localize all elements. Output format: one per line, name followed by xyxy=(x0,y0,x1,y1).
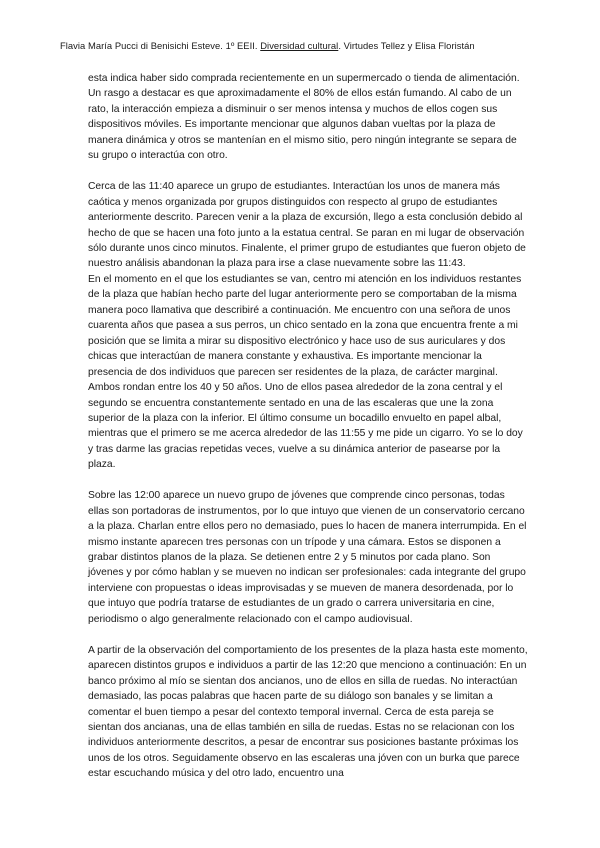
header-teachers: . Virtudes Tellez y Elisa Floristán xyxy=(338,40,475,51)
page-header xyxy=(60,40,580,52)
header-course-title: Diversidad cultural xyxy=(260,40,339,51)
paragraph-1: esta indica haber sido comprada recientemente en un supermercado o tienda de alimentación. Un rasgo a destacar es que aproximadamente el 80% de ellos están fumando. Al cabo de un rato, la interacción empieza a disminuir o ser menos intensa y muchos de ellos cogen sus dispositivos móviles. Es importante mencionar que algunos daban vueltas por la plaza de manera dinámica y otros se mantenían en el mismo sitio, pero ningún integrante se separa de su grupo o interactúa con otro. xyxy=(88,73,520,162)
paragraph-3: En el momento en el que los estudiantes se van, centro mi atención en los individuos restantes de la plaza que habían hecho parte del lugar anteriormente pero se comportaban de la misma manera poco llamativa que describiré a continuación. Me encuentro con una señora de unos cuarenta años que pasea a sus perros, un chico sentado en la zona que encuentra frente a mi posición que se limita a mirar su dispositivo electrónico y hace uso de sus auriculares y dos chicas que interactúan de manera constante y exhaustiva. Es importante mencionar la presencia de dos individuos que parecen ser residentes de la plaza, de carácter marginal. Ambos rondan entre los 40 y 50 años. Uno de ellos pasea alrededor de la zona central y el segundo se encuentra constantemente sentado en una de las escaleras que une la zona superior de la plaza con la inferior. El último consume un bocadillo envuelto en papel albal, mientras que el primero se me acerca alrededor de las 11:55 y me pide un cigarro. Yo se lo doy y tras darme las gracias repetidas veces, vuelve a su dinámica anterior de pasearse por la plaza. xyxy=(88,273,523,471)
paragraph-2: Cerca de las 11:40 aparece un grupo de estudiantes. Interactúan los unos de manera más caótica y menos organizada por grupos distinguidos con respecto al grupo de estudiantes anteriormente descrito. Parecen venir a la plaza de excursión, llego a esta conclusión debido al hecho de que se hacen una foto junto a la estatua central. Se paran en mi lugar de observación sólo durante unos cinco minutos. Finalente, el primer grupo de estudiantes que fueron objeto de nuestro análisis abandonan la plaza para irse a clase nuevamente sobre las 11:43. xyxy=(88,181,526,270)
paragraph-4: Sobre las 12:00 aparece un nuevo grupo de jóvenes que comprende cinco personas, todas ellas son portadoras de instrumentos, por lo que intuyo que vienen de un conservatorio cercano a la plaza. Charlan entre ellos pero no demasiado, pues lo hacen de manera interrumpida. En el mismo instante aparecen tres personas con un trípode y una cámara. Estos se disponen a grabar distintos planos de la plaza. Se detienen entre 2 y 5 minutos por cada plano. Son jóvenes y por cómo hablan y se mueven no indican ser profesionales: cada integrante del grupo interviene con propuestas o ideas improvisadas y se mueven de manera desordenada, por lo que intuyo que podría tratarse de estudiantes de un grado o carrera universitaria en cine, periodismo o algo generalmente relacionado con el campo audiovisual. xyxy=(88,490,527,625)
paragraph-5: A partir de la observación del comportamiento de los presentes de la plaza hasta este momento, aparecen distintos grupos e individuos a partir de las 12:20 que menciono a continuación: En un banco próximo al mío se sientan dos ancianos, uno de ellos en silla de ruedas. No interactúan demasiado, las pocas palabras que hacen parte de su diálogo son banales y se limitan a comentar el buen tiempo a pesar del contexto temporal invernal. Cerca de esta pareja se sientan dos ancianas, una de ellas también en silla de ruedas. Estas no se relacionan con los individuos anteriormente descritos, a pesar de encontrar sus posiciones bastante próximas los unos de los otros. Seguidamente observo en las escaleras una jóven con un burka que parece estar escuchando música y del otro lado, encuentro una xyxy=(88,644,528,780)
header-author: Flavia María Pucci di Benisichi Esteve. 1º EEII. xyxy=(60,40,261,51)
document-body xyxy=(88,71,528,797)
